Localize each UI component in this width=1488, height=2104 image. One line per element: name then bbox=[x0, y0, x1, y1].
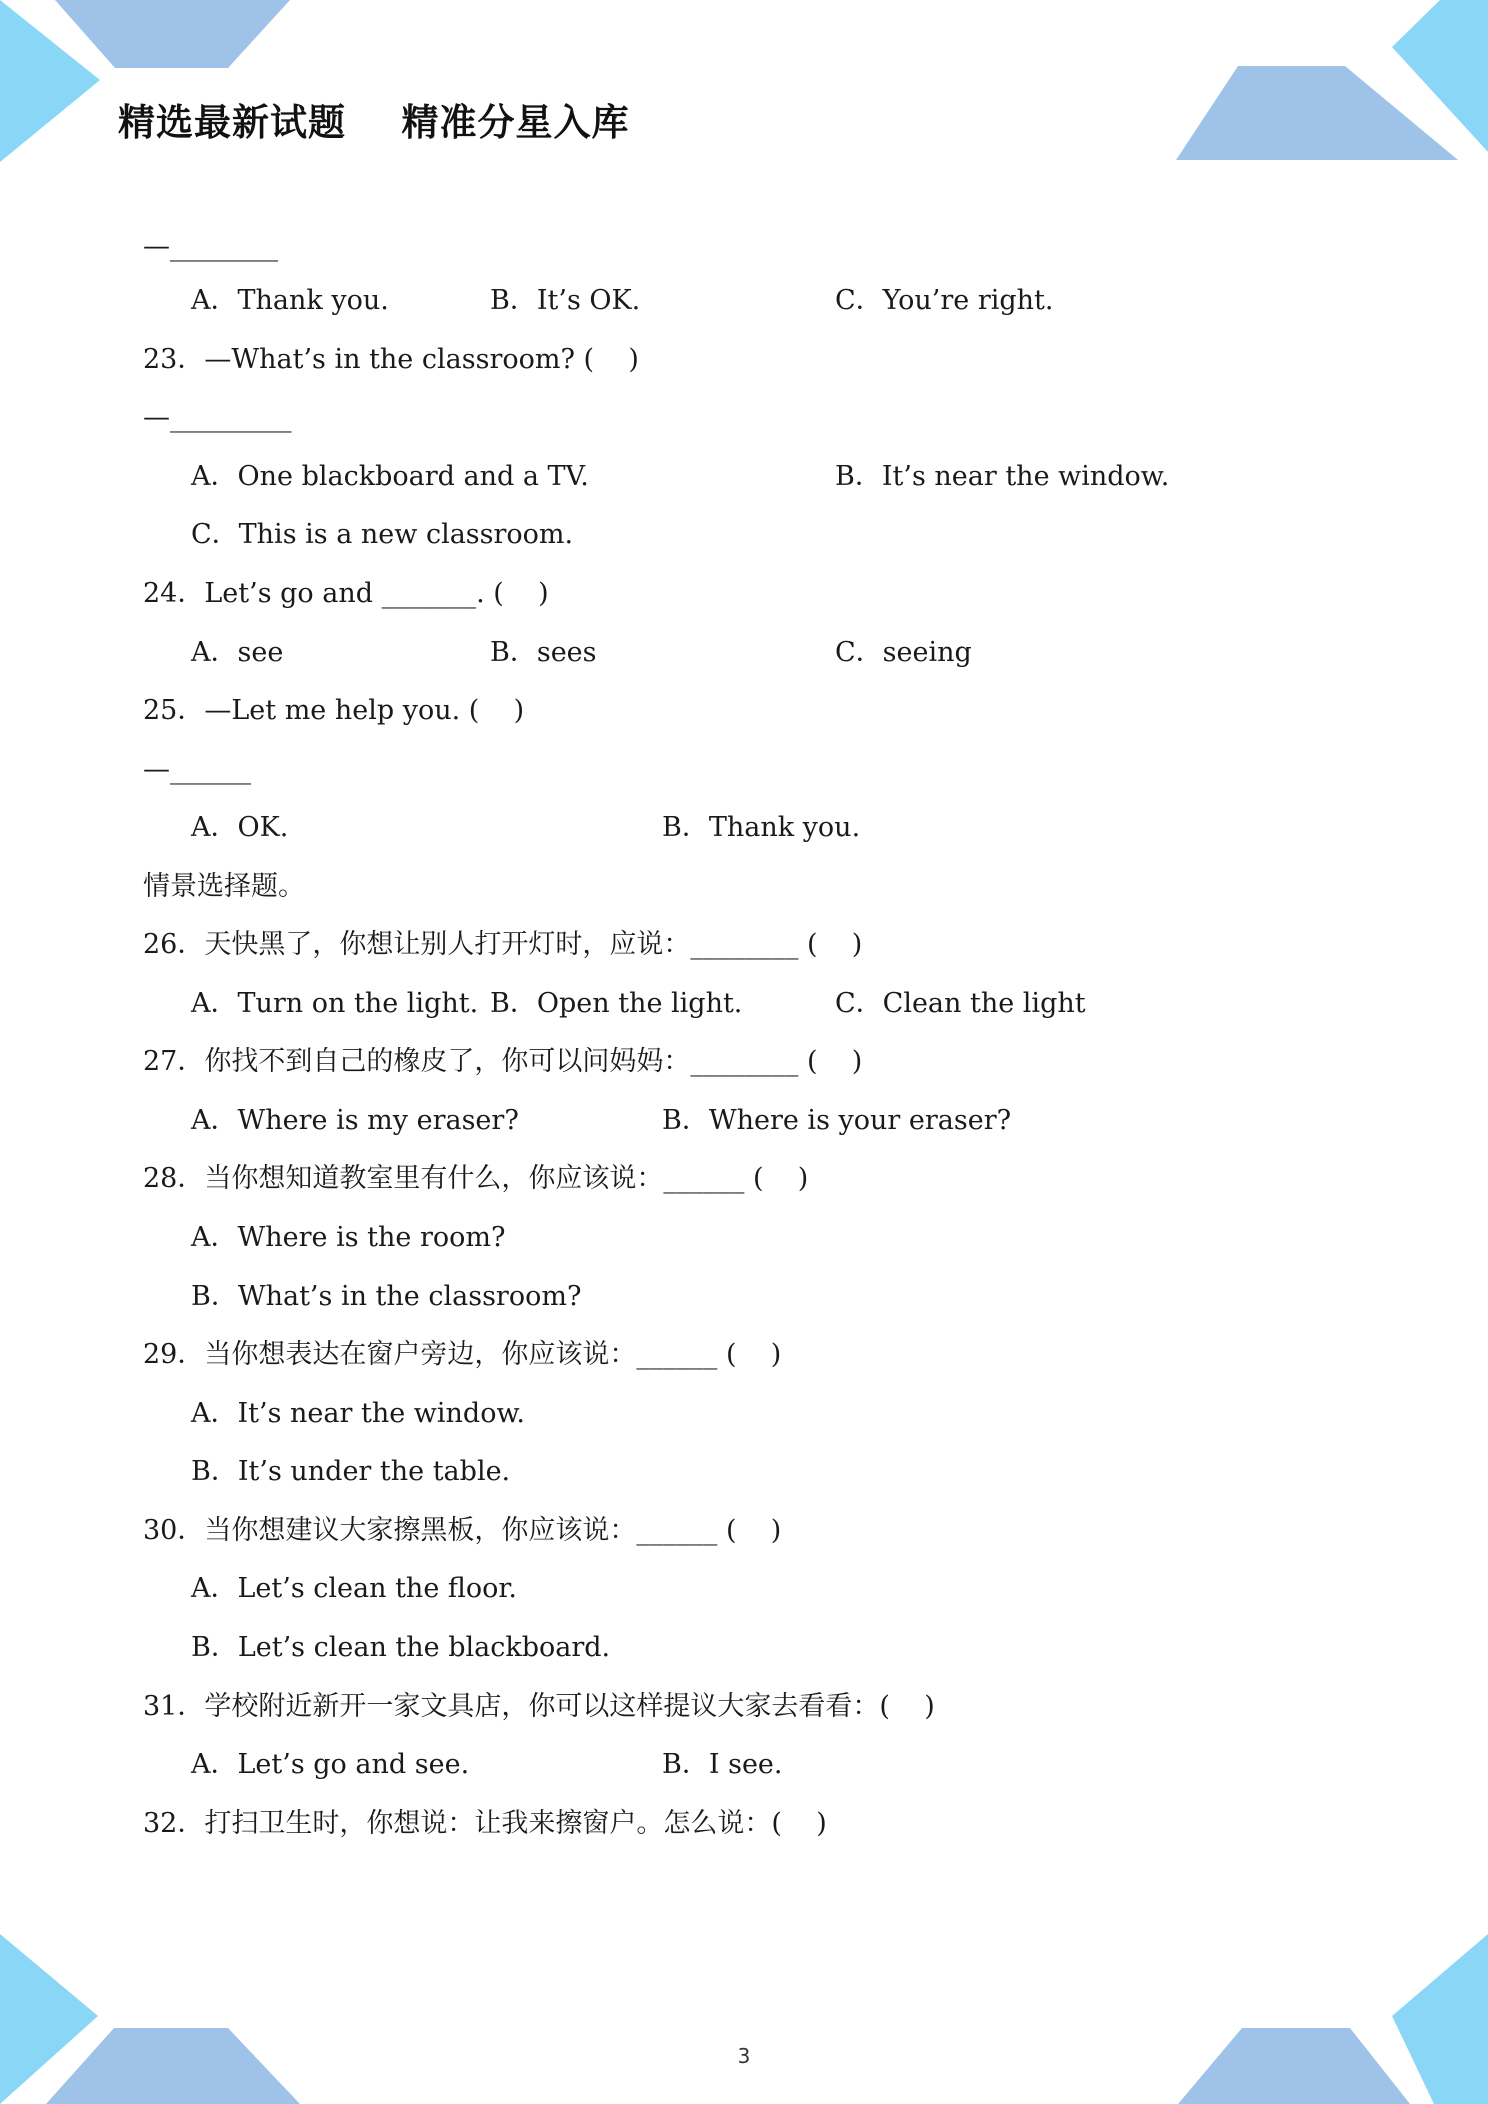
q29-option-b: B．It’s under the table. bbox=[191, 1456, 511, 1487]
q29-stem: 29．当你想表达在窗户旁边，你应该说：______ ( ) bbox=[143, 1339, 782, 1370]
q29-option-a: A．It’s near the window. bbox=[191, 1398, 525, 1429]
q28-option-a: A．Where is the room? bbox=[191, 1222, 506, 1253]
q22-option-c: C．You’re right. bbox=[835, 285, 1054, 316]
q23-option-a: A．One blackboard and a TV. bbox=[191, 461, 589, 492]
q23-option-c: C．This is a new classroom. bbox=[191, 519, 574, 550]
q26-option-c: C．Clean the light bbox=[835, 988, 1086, 1019]
q24-option-b: B．sees bbox=[490, 637, 597, 668]
q32-stem: 32．打扫卫生时，你想说：让我来擦窗户。怎么说：( ) bbox=[143, 1808, 827, 1839]
q24-option-c: C．seeing bbox=[835, 637, 972, 668]
q25-option-b: B．Thank you. bbox=[662, 812, 861, 843]
q27-option-b: B．Where is your eraser? bbox=[662, 1105, 1012, 1136]
q30-option-b: B．Let’s clean the blackboard. bbox=[191, 1632, 611, 1663]
q31-option-a: A．Let’s go and see. bbox=[191, 1749, 470, 1780]
q30-stem: 30．当你想建议大家擦黑板，你应该说：______ ( ) bbox=[143, 1515, 782, 1546]
q31-stem: 31．学校附近新开一家文具店，你可以这样提议大家去看看：( ) bbox=[143, 1691, 935, 1722]
q25-option-a: A．OK. bbox=[191, 812, 289, 843]
q22-answer-blank: —________ bbox=[143, 231, 278, 262]
q25-answer-blank: —______ bbox=[143, 754, 251, 785]
q24-stem: 24．Let’s go and _______. ( ) bbox=[143, 578, 549, 609]
q23-answer-blank: —_________ bbox=[143, 402, 292, 433]
page-number: 3 bbox=[737, 2044, 751, 2068]
q30-option-a: A．Let’s clean the floor. bbox=[191, 1573, 517, 1604]
q28-stem: 28．当你想知道教室里有什么，你应该说：______ ( ) bbox=[143, 1163, 809, 1194]
q26-stem: 26．天快黑了，你想让别人打开灯时，应说：________ ( ) bbox=[143, 929, 863, 960]
q31-option-b: B．I see. bbox=[662, 1749, 783, 1780]
bottom-right-triangle-shape bbox=[1392, 1934, 1488, 2104]
top-right-trapezoid-shape bbox=[1176, 66, 1458, 160]
q22-option-b: B．It’s OK. bbox=[490, 285, 641, 316]
q23-stem: 23．—What’s in the classroom? ( ) bbox=[143, 344, 639, 375]
q22-option-a: A．Thank you. bbox=[191, 285, 389, 316]
q28-option-b: B．What’s in the classroom? bbox=[191, 1281, 582, 1312]
q26-option-b: B．Open the light. bbox=[490, 988, 743, 1019]
section-heading: 情景选择题。 bbox=[143, 871, 305, 902]
header-title: 精选最新试题 精准分星入库 bbox=[118, 101, 630, 144]
q24-option-a: A．see bbox=[191, 637, 284, 668]
q26-option-a: A．Turn on the light. bbox=[191, 988, 479, 1019]
q27-option-a: A．Where is my eraser? bbox=[191, 1105, 519, 1136]
q25-stem: 25．—Let me help you. ( ) bbox=[143, 695, 525, 726]
top-left-trapezoid-shape bbox=[55, 0, 290, 68]
q27-stem: 27．你找不到自己的橡皮了，你可以问妈妈：________ ( ) bbox=[143, 1046, 863, 1077]
q23-option-b: B．It’s near the window. bbox=[835, 461, 1170, 492]
